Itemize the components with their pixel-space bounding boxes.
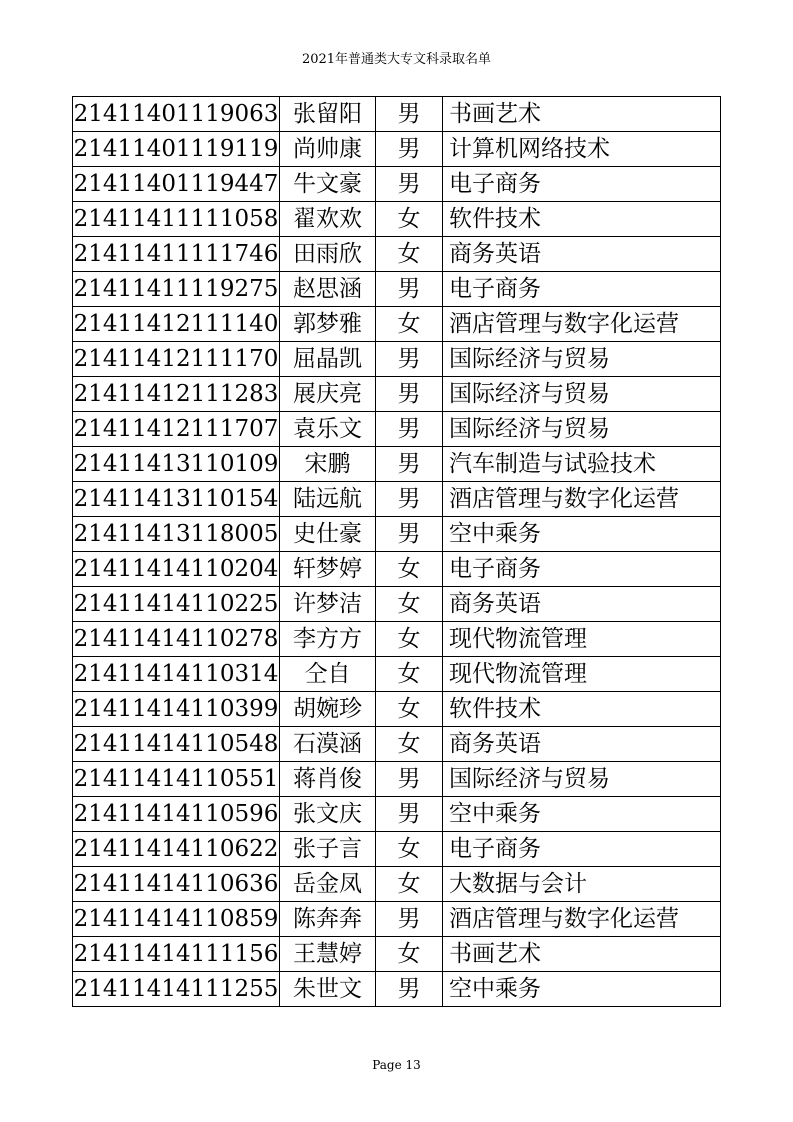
gender-cell: 女 [376, 657, 443, 692]
gender-cell: 男 [376, 447, 443, 482]
major-cell: 国际经济与贸易 [443, 762, 721, 797]
major-cell: 计算机网络技术 [443, 132, 721, 167]
table-row [73, 762, 721, 797]
table-row [73, 832, 721, 867]
student-name-cell: 田雨欣 [280, 237, 376, 272]
student-name-cell: 张文庆 [280, 797, 376, 832]
student-name-cell: 蒋肖俊 [280, 762, 376, 797]
candidate-id-cell: 21411411111058 [73, 202, 280, 237]
candidate-id-cell: 21411414110278 [73, 622, 280, 657]
candidate-id-cell: 21411413110154 [73, 482, 280, 517]
table-row [73, 692, 721, 727]
candidate-id-cell: 21411413118005 [73, 517, 280, 552]
major-cell: 电子商务 [443, 167, 721, 202]
student-name-cell: 朱世文 [280, 972, 376, 1007]
table-row [73, 937, 721, 972]
student-name-cell: 许梦洁 [280, 587, 376, 622]
student-name-cell: 陆远航 [280, 482, 376, 517]
student-name-cell: 翟欢欢 [280, 202, 376, 237]
table-row [73, 377, 721, 412]
table-row [73, 97, 721, 132]
major-cell: 电子商务 [443, 832, 721, 867]
student-name-cell: 张子言 [280, 832, 376, 867]
candidate-id-cell: 21411414111156 [73, 937, 280, 972]
major-cell: 酒店管理与数字化运营 [443, 902, 721, 937]
table-row [73, 412, 721, 447]
gender-cell: 男 [376, 167, 443, 202]
major-cell: 书画艺术 [443, 97, 721, 132]
gender-cell: 女 [376, 692, 443, 727]
table-row [73, 167, 721, 202]
candidate-id-cell: 21411414110636 [73, 867, 280, 902]
page-title: 2021年普通类大专文科录取名单 [301, 52, 492, 67]
candidate-id-cell: 21411414110399 [73, 692, 280, 727]
student-name-cell: 岳金凤 [280, 867, 376, 902]
candidate-id-cell: 21411411111746 [73, 237, 280, 272]
student-name-cell: 陈奔奔 [280, 902, 376, 937]
candidate-id-cell: 21411414110622 [73, 832, 280, 867]
major-cell: 汽车制造与试验技术 [443, 447, 721, 482]
table-row [73, 727, 721, 762]
gender-cell: 男 [376, 902, 443, 937]
major-cell: 空中乘务 [443, 797, 721, 832]
table-row [73, 867, 721, 902]
candidate-id-cell: 21411412111707 [73, 412, 280, 447]
candidate-id-cell: 21411412111283 [73, 377, 280, 412]
gender-cell: 男 [376, 97, 443, 132]
table-row [73, 202, 721, 237]
student-name-cell: 轩梦婷 [280, 552, 376, 587]
candidate-id-cell: 21411414110225 [73, 587, 280, 622]
major-cell: 商务英语 [443, 237, 721, 272]
gender-cell: 女 [376, 727, 443, 762]
major-cell: 软件技术 [443, 202, 721, 237]
candidate-id-cell: 21411414110314 [73, 657, 280, 692]
student-name-cell: 赵思涵 [280, 272, 376, 307]
table-row [73, 552, 721, 587]
candidate-id-cell: 21411413110109 [73, 447, 280, 482]
gender-cell: 男 [376, 972, 443, 1007]
table-row [73, 622, 721, 657]
candidate-id-cell: 21411414110596 [73, 797, 280, 832]
table-row [73, 447, 721, 482]
major-cell: 电子商务 [443, 552, 721, 587]
gender-cell: 女 [376, 552, 443, 587]
page-number: Page 13 [372, 1058, 421, 1072]
gender-cell: 男 [376, 132, 443, 167]
candidate-id-cell: 21411414110859 [73, 902, 280, 937]
table-row [73, 972, 721, 1007]
gender-cell: 女 [376, 622, 443, 657]
table-row [73, 237, 721, 272]
major-cell: 商务英语 [443, 587, 721, 622]
candidate-id-cell: 21411401119063 [73, 97, 280, 132]
admission-table [72, 96, 721, 1007]
student-name-cell: 王慧婷 [280, 937, 376, 972]
candidate-id-cell: 21411401119447 [73, 167, 280, 202]
table-row [73, 657, 721, 692]
gender-cell: 女 [376, 307, 443, 342]
table-row [73, 587, 721, 622]
gender-cell: 女 [376, 237, 443, 272]
gender-cell: 女 [376, 937, 443, 972]
major-cell: 书画艺术 [443, 937, 721, 972]
gender-cell: 女 [376, 867, 443, 902]
student-name-cell: 胡婉珍 [280, 692, 376, 727]
student-name-cell: 郭梦雅 [280, 307, 376, 342]
gender-cell: 男 [376, 797, 443, 832]
major-cell: 空中乘务 [443, 517, 721, 552]
major-cell: 空中乘务 [443, 972, 721, 1007]
student-name-cell: 张留阳 [280, 97, 376, 132]
major-cell: 酒店管理与数字化运营 [443, 482, 721, 517]
student-name-cell: 李方方 [280, 622, 376, 657]
candidate-id-cell: 21411414110204 [73, 552, 280, 587]
table-row [73, 342, 721, 377]
student-name-cell: 袁乐文 [280, 412, 376, 447]
table-row [73, 272, 721, 307]
student-name-cell: 尚帅康 [280, 132, 376, 167]
table-row [73, 132, 721, 167]
major-cell: 现代物流管理 [443, 622, 721, 657]
candidate-id-cell: 21411414110551 [73, 762, 280, 797]
student-name-cell: 石漠涵 [280, 727, 376, 762]
gender-cell: 男 [376, 482, 443, 517]
candidate-id-cell: 21411401119119 [73, 132, 280, 167]
student-name-cell: 宋鹏 [280, 447, 376, 482]
major-cell: 大数据与会计 [443, 867, 721, 902]
gender-cell: 男 [376, 517, 443, 552]
major-cell: 国际经济与贸易 [443, 342, 721, 377]
candidate-id-cell: 21411411119275 [73, 272, 280, 307]
gender-cell: 男 [376, 762, 443, 797]
gender-cell: 女 [376, 587, 443, 622]
major-cell: 软件技术 [443, 692, 721, 727]
gender-cell: 女 [376, 202, 443, 237]
gender-cell: 男 [376, 272, 443, 307]
major-cell: 酒店管理与数字化运营 [443, 307, 721, 342]
student-name-cell: 屈晶凯 [280, 342, 376, 377]
major-cell: 电子商务 [443, 272, 721, 307]
gender-cell: 男 [376, 377, 443, 412]
gender-cell: 男 [376, 342, 443, 377]
table-row [73, 902, 721, 937]
student-name-cell: 史仕豪 [280, 517, 376, 552]
candidate-id-cell: 21411414110548 [73, 727, 280, 762]
major-cell: 现代物流管理 [443, 657, 721, 692]
table-row [73, 517, 721, 552]
student-name-cell: 展庆亮 [280, 377, 376, 412]
major-cell: 国际经济与贸易 [443, 412, 721, 447]
student-name-cell: 牛文豪 [280, 167, 376, 202]
student-name-cell: 仝自 [280, 657, 376, 692]
candidate-id-cell: 21411414111255 [73, 972, 280, 1007]
table-row [73, 307, 721, 342]
major-cell: 商务英语 [443, 727, 721, 762]
gender-cell: 男 [376, 412, 443, 447]
candidate-id-cell: 21411412111140 [73, 307, 280, 342]
table-row [73, 797, 721, 832]
candidate-id-cell: 21411412111170 [73, 342, 280, 377]
gender-cell: 女 [376, 832, 443, 867]
admission-table-body [73, 97, 721, 1007]
table-row [73, 482, 721, 517]
major-cell: 国际经济与贸易 [443, 377, 721, 412]
